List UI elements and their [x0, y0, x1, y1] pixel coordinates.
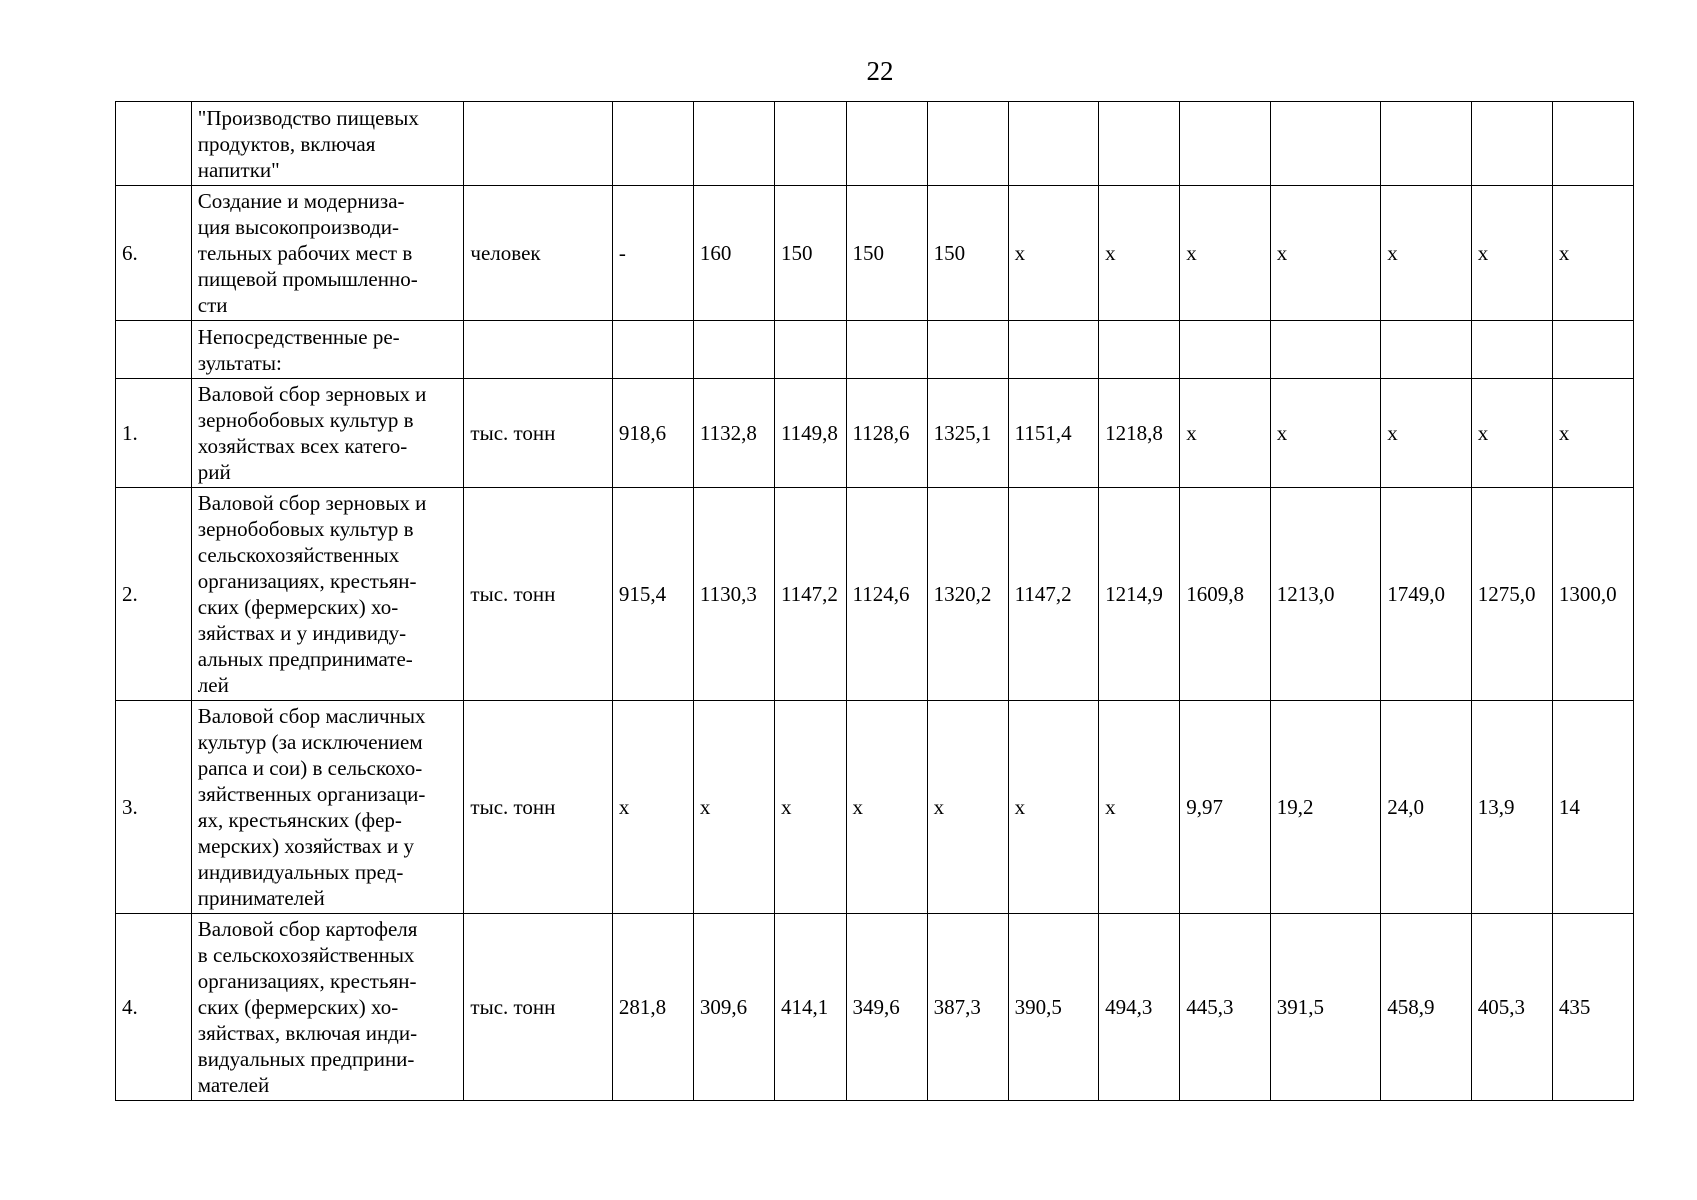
indicator-name-line: организациях, крестьян-: [197, 569, 417, 593]
value-cell: [1552, 321, 1633, 379]
table-row: [116, 379, 1634, 488]
value-cell: 19,2: [1270, 701, 1381, 914]
value-cell: [1270, 321, 1381, 379]
value-cell: [1381, 321, 1472, 379]
indicator-name-line: зультаты:: [197, 350, 282, 375]
value-cell: х: [846, 701, 927, 914]
value-cell: х: [1381, 379, 1472, 488]
indicator-name-line: в сельскохозяйственных: [197, 943, 415, 967]
unit-cell: тыс. тонн: [464, 914, 612, 1101]
value-cell: 387,3: [927, 914, 1008, 1101]
value-cell: х: [1552, 186, 1633, 321]
value-cell: 1218,8: [1099, 379, 1180, 488]
value-cell: 1124,6: [846, 488, 927, 701]
indicator-name-line: Непосредственные ре-: [197, 324, 400, 349]
indicator-name-cell: [191, 701, 464, 914]
value-cell: [1008, 102, 1099, 186]
indicator-name-cell: [191, 379, 464, 488]
value-cell: 1749,0: [1381, 488, 1472, 701]
indicator-name-line: рапса и сои) в сельскохо-: [197, 756, 423, 780]
value-cell: 1300,0: [1552, 488, 1633, 701]
value-cell: 13,9: [1471, 701, 1552, 914]
row-number-cell: 1.: [116, 379, 192, 488]
value-cell: х: [1099, 701, 1180, 914]
row-number-cell: 2.: [116, 488, 192, 701]
value-cell: 309,6: [693, 914, 774, 1101]
indicator-name-line: мателей: [197, 1073, 270, 1097]
unit-cell: тыс. тонн: [464, 379, 612, 488]
indicators-table: [115, 101, 1634, 1101]
indicator-name-line: Валовой сбор картофеля: [197, 917, 418, 941]
value-cell: х: [1008, 186, 1099, 321]
row-number-cell: 3.: [116, 701, 192, 914]
value-cell: х: [927, 701, 1008, 914]
indicator-name-line: зяйственных организаци-: [197, 782, 426, 806]
value-cell: [1381, 102, 1472, 186]
value-cell: 1130,3: [693, 488, 774, 701]
value-cell: [1180, 102, 1271, 186]
value-cell: [1471, 321, 1552, 379]
value-cell: 1320,2: [927, 488, 1008, 701]
value-cell: [1008, 321, 1099, 379]
value-cell: 1609,8: [1180, 488, 1271, 701]
value-cell: х: [612, 701, 693, 914]
value-cell: 494,3: [1099, 914, 1180, 1101]
indicator-name-cell: [191, 488, 464, 701]
indicator-name-line: мерских) хозяйствах и у: [197, 834, 414, 858]
value-cell: 160: [693, 186, 774, 321]
indicator-name-line: культур (за исключением: [197, 730, 423, 754]
value-cell: х: [693, 701, 774, 914]
indicator-name-line: организациях, крестьян-: [197, 969, 417, 993]
value-cell: 24,0: [1381, 701, 1472, 914]
value-cell: [612, 321, 693, 379]
indicator-name-line: лей: [197, 673, 229, 697]
table-row: [116, 321, 1634, 379]
value-cell: [927, 321, 1008, 379]
value-cell: [1471, 102, 1552, 186]
value-cell: 1128,6: [846, 379, 927, 488]
value-cell: х: [1381, 186, 1472, 321]
value-cell: х: [1180, 379, 1271, 488]
value-cell: 281,8: [612, 914, 693, 1101]
value-cell: 150: [774, 186, 846, 321]
indicator-name-line: сти: [197, 293, 228, 317]
indicator-name-line: ских (фермерских) хо-: [197, 995, 399, 1019]
indicator-name-cell: [191, 914, 464, 1101]
value-cell: 9,97: [1180, 701, 1271, 914]
indicator-name-line: "Производство пищевых: [197, 105, 419, 130]
value-cell: 1325,1: [927, 379, 1008, 488]
value-cell: [1099, 102, 1180, 186]
value-cell: [774, 102, 846, 186]
value-cell: [846, 321, 927, 379]
value-cell: х: [1180, 186, 1271, 321]
value-cell: 391,5: [1270, 914, 1381, 1101]
row-number-cell: [116, 321, 192, 379]
value-cell: 1151,4: [1008, 379, 1099, 488]
value-cell: х: [1008, 701, 1099, 914]
value-cell: 1149,8: [774, 379, 846, 488]
value-cell: х: [1471, 186, 1552, 321]
indicator-name-line: сельскохозяйственных: [197, 543, 400, 567]
indicator-name-line: Валовой сбор зерновых и: [197, 382, 427, 406]
indicator-name-line: Валовой сбор масличных: [197, 704, 426, 728]
value-cell: 1214,9: [1099, 488, 1180, 701]
value-cell: 458,9: [1381, 914, 1472, 1101]
unit-cell: тыс. тонн: [464, 701, 612, 914]
value-cell: 915,4: [612, 488, 693, 701]
value-cell: х: [774, 701, 846, 914]
value-cell: 918,6: [612, 379, 693, 488]
indicator-name-line: тельных рабочих мест в: [197, 241, 413, 265]
value-cell: 349,6: [846, 914, 927, 1101]
unit-cell: тыс. тонн: [464, 488, 612, 701]
value-cell: 1147,2: [1008, 488, 1099, 701]
table-row: [116, 914, 1634, 1101]
value-cell: 1132,8: [693, 379, 774, 488]
indicator-name-line: ях, крестьянских (фер-: [197, 808, 402, 832]
indicator-name-line: зяйствах, включая инди-: [197, 1021, 418, 1045]
indicator-name-cell: [191, 186, 464, 321]
row-number-cell: 6.: [116, 186, 192, 321]
indicator-name-line: хозяйствах всех катего-: [197, 434, 408, 458]
indicator-name-line: пищевой промышленно-: [197, 267, 418, 291]
value-cell: -: [612, 186, 693, 321]
indicator-name-line: Создание и модерниза-: [197, 189, 405, 213]
indicator-name-line: индивидуальных пред-: [197, 860, 404, 884]
table-row: [116, 186, 1634, 321]
table-row: [116, 488, 1634, 701]
value-cell: х: [1270, 379, 1381, 488]
indicator-name-line: зернобобовых культур в: [197, 517, 414, 541]
value-cell: [927, 102, 1008, 186]
indicator-name-line: Валовой сбор зерновых и: [197, 491, 427, 515]
value-cell: 435: [1552, 914, 1633, 1101]
value-cell: [846, 102, 927, 186]
indicator-name-line: ских (фермерских) хо-: [197, 595, 399, 619]
unit-cell: [464, 321, 612, 379]
value-cell: 390,5: [1008, 914, 1099, 1101]
value-cell: 1213,0: [1270, 488, 1381, 701]
value-cell: [612, 102, 693, 186]
indicator-name-line: ция высокопроизводи-: [197, 215, 400, 239]
indicator-name-line: продуктов, включая: [197, 131, 376, 156]
value-cell: [1180, 321, 1271, 379]
page-number: 22: [866, 56, 894, 86]
value-cell: 405,3: [1471, 914, 1552, 1101]
indicator-name-line: напитки": [197, 157, 280, 182]
value-cell: [1099, 321, 1180, 379]
value-cell: [1552, 102, 1633, 186]
value-cell: [774, 321, 846, 379]
value-cell: 14: [1552, 701, 1633, 914]
value-cell: 445,3: [1180, 914, 1271, 1101]
value-cell: 414,1: [774, 914, 846, 1101]
value-cell: х: [1471, 379, 1552, 488]
indicator-name-line: альных предпринимате-: [197, 647, 413, 671]
row-number-cell: [116, 102, 192, 186]
indicator-name-line: принимателей: [197, 886, 325, 910]
unit-cell: [464, 102, 612, 186]
value-cell: х: [1099, 186, 1180, 321]
row-number-cell: 4.: [116, 914, 192, 1101]
value-cell: [693, 102, 774, 186]
indicator-name-line: видуальных предприни-: [197, 1047, 415, 1071]
unit-cell: человек: [464, 186, 612, 321]
value-cell: 1275,0: [1471, 488, 1552, 701]
value-cell: [693, 321, 774, 379]
value-cell: 150: [846, 186, 927, 321]
indicator-name-cell: [191, 102, 464, 186]
indicator-name-line: зяйствах и у индивиду-: [197, 621, 407, 645]
table-row: [116, 701, 1634, 914]
value-cell: х: [1552, 379, 1633, 488]
value-cell: х: [1270, 186, 1381, 321]
value-cell: 150: [927, 186, 1008, 321]
indicator-name-cell: [191, 321, 464, 379]
table-row: [116, 102, 1634, 186]
value-cell: [1270, 102, 1381, 186]
value-cell: 1147,2: [774, 488, 846, 701]
indicator-name-line: рий: [197, 460, 231, 484]
indicator-name-line: зернобобовых культур в: [197, 408, 414, 432]
